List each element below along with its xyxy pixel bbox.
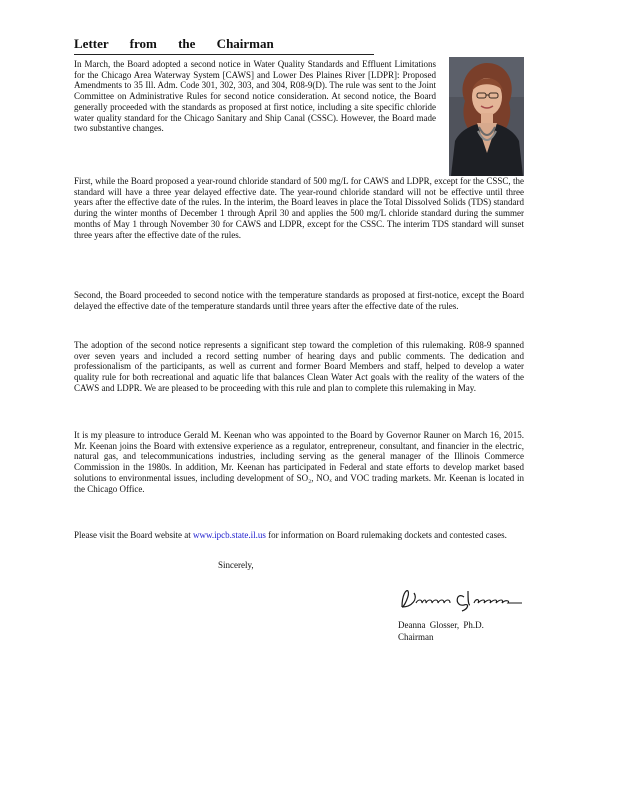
paragraph-new-board-member: It is my pleasure to introduce Gerald M. Keenan who was appointed to the Board by Governor Rauner on March 16, 2015. Mr. Keenan joins the Board with extensive experience as a regulator, entrepreneur, consultant, and financier in the electric, natural gas, and telecommunications industries, including serving as the general manager of the Illinois Commerce Commission in the 1980s. In addition, Mr. Keenan has participated in Federal and state efforts to develop market based solutions to environmental issues, including development of SO₂, NOₓ and VOC trading markets. Mr. Keenan is located in the Chicago Office. (74, 430, 524, 494)
page-title: Letter from the Chairman (74, 36, 374, 55)
paragraph-website (74, 530, 524, 541)
chairman-photo (449, 57, 524, 176)
website-link[interactable]: www.ipcb.state.il.us (192, 530, 266, 540)
paragraph-temperature-standard: Second, the Board proceeded to second notice with the temperature standards as proposed at first-notice, except the Board delayed the effective date of the temperature standards until three years after the effective date of the rules. (74, 290, 524, 311)
website-suffix-text: for information on Board rulemaking dockets and contested cases. (268, 530, 507, 540)
closing-salutation: Sincerely, (218, 560, 254, 570)
paragraph-chloride-standard: First, while the Board proposed a year-round chloride standard of 500 mg/L for CAWS and LDPR, except for the CSSC, the standard will have a three year delayed effective date. The year-round chloride standard will not be effective until three years after the effective date of the rules. In the interim, the Board leaves in place the Total Dissolved Solids (TDS) standard during the winter months of December 1 through April 30 and applies the 500 mg/L chloride standard during the summer months of May 1 through November 30 for CAWS and LDPR, except for the CSSC. The interim TDS standard will sunset three years after the effective date of the rules. (74, 176, 524, 240)
signer-title: Chairman (398, 632, 434, 642)
paragraph-second-notice: In March, the Board adopted a second notice in Water Quality Standards and Effluent Limitations for the Chicago Area Waterway System [CAWS] and Lower Des Plaines River [LDPR]: Proposed Amendments to 35 Ill. Adm. Code 301, 302, 303, and 304, R08-9(D). The rule was sent to the Joint Committee on Administrative Rules for second notice consideration. At second notice, the Board generally proceeded with the standards as proposed at first notice, including a site specific chloride water quality standard for the Chicago Sanitary and Ship Canal (CSSC). However, the Board made two substantive changes. (74, 59, 436, 134)
paragraph-rulemaking-adoption: The adoption of the second notice represents a significant step toward the completion of this rulemaking. R08-9 spanned over seven years and included a record setting number of hearing days and public comments. The dedication and professionalism of the participants, as well as current and former Board Members and staff, helped to develop a water quality rule for both recreational and aquatic life that balances Clean Water Act goals with the reality of the waters of the CAWS and LDPR. We are pleased to be proceeding with this rule and plan to complete this rulemaking in May. (74, 340, 524, 393)
handwritten-signature (398, 585, 530, 613)
website-prefix-text: Please visit the Board website at (74, 530, 191, 540)
signer-name: Deanna Glosser, Ph.D. (398, 620, 484, 630)
